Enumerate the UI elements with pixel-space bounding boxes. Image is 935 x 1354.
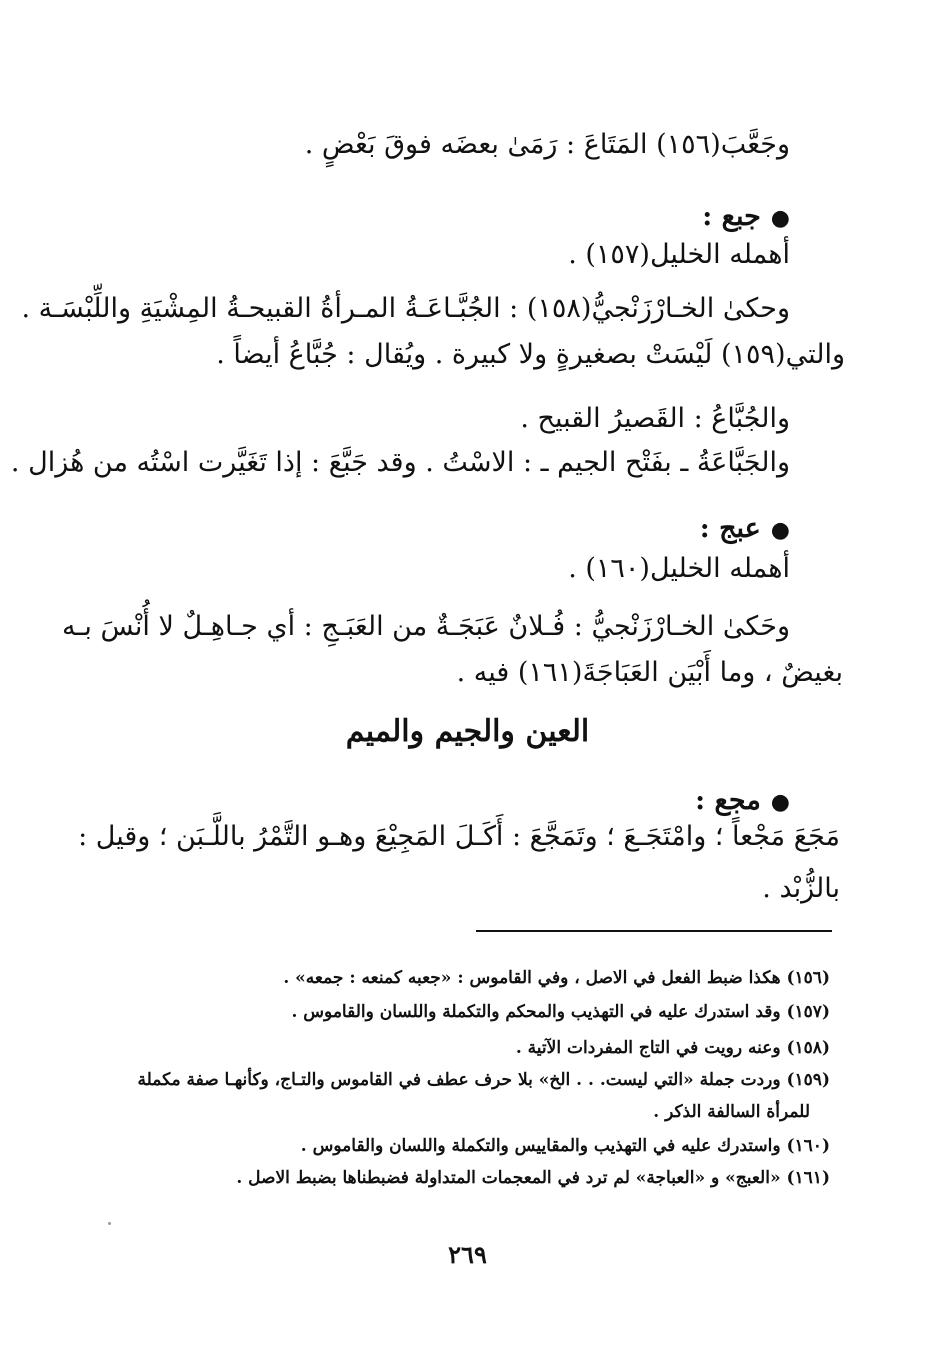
footnote: (١٥٨) وعنه رويت في التاج المفردات الآتية . xyxy=(515,1038,830,1058)
bullet-icon: ● xyxy=(770,789,790,815)
text-line: والجُبَّاعُ : القَصيرُ القبيح . xyxy=(520,403,790,434)
entry-heading xyxy=(702,200,790,235)
footnote: (١٦٠) واستدرك عليه في التهذيب والمقاييس والتكملة واللسان والقاموس . xyxy=(300,1136,830,1156)
section-title: العين والجيم والميم xyxy=(345,714,590,749)
footnote-divider xyxy=(476,930,832,932)
text-line: أهمله الخليل(١٦٠) . xyxy=(568,553,790,584)
text-line: وحكىٰ الخـارْزَنْجيُّ(١٥٨) : الجُبَّـاعَـةُ المـرأةُ القبيحـةُ المِشْيَةِ واللِّبْسَـة . xyxy=(21,293,790,324)
text-line: أهمله الخليل(١٥٧) . xyxy=(568,239,790,270)
text-line: مَجَعَ مَجْعاً ؛ وامْتَجَـعَ ؛ وتَمَجَّعَ : أَكَـلَ المَجِيْعَ وهـو التَّمْرُ باللَّـبَن ؛ وقيل : xyxy=(78,821,840,852)
footnote: (١٦١) «العبج» و «العباجة» لم ترد في المعجمات المتداولة فضبطناها بضبط الاصل . xyxy=(236,1168,830,1188)
text-line: بالزُّبْد . xyxy=(762,873,840,904)
text-line: وجَعَّبَ(١٥٦) المَتَاعَ : رَمَىٰ بعضَه فوقَ بَعْضٍ . xyxy=(304,129,790,160)
entry-heading-label: جبع : xyxy=(702,201,761,232)
text-line: بغيضٌ ، وما أَبْيَن العَبَاجَةَ(١٦١) فيه . xyxy=(456,657,843,688)
entry-heading-label: عبج : xyxy=(699,513,761,544)
bullet-icon: ● xyxy=(770,517,790,543)
footnote-continuation: للمرأة السالفة الذكر . xyxy=(653,1102,810,1122)
entry-heading-label: مجع : xyxy=(695,785,761,816)
footnote: (١٥٩) وردت جملة «التي ليست. . . الخ» بلا حرف عطف في القاموس والتـاج، وكأنهـا صفة مكملة xyxy=(137,1070,830,1090)
text-line: والتي(١٥٩) لَيْسَتْ بصغيرةٍ ولا كبيرة . ويُقال : جُبَّاعُ أيضاً . xyxy=(216,339,845,370)
footnote: (١٥٦) هكذا ضبط الفعل في الاصل ، وفي القاموس : «جعبه كمنعه : جمعه» . xyxy=(283,968,830,988)
entry-heading xyxy=(700,512,790,547)
bullet-icon: ● xyxy=(770,205,790,231)
entry-heading xyxy=(695,784,790,819)
text-line: والجَبَّاعَةُ ـ بفَتْح الجيم ـ : الاسْتُ . وقد جَبَّعَ : إذا تَغَيَّرت اسْتُه من هُزال . xyxy=(10,447,790,478)
footnote: (١٥٧) وقد استدرك عليه في التهذيب والمحكم والتكملة واللسان والقاموس . xyxy=(291,1002,830,1022)
scan-speck xyxy=(108,1222,111,1225)
page-number: ٢٦٩ xyxy=(448,1240,487,1269)
text-line: وحَكىٰ الخـارْزَنْجيُّ : فُـلانٌ عَبَجَـةٌ من العَبَـجِ : أي جـاهِـلٌ لا أُنْسَ بـه xyxy=(61,611,790,642)
